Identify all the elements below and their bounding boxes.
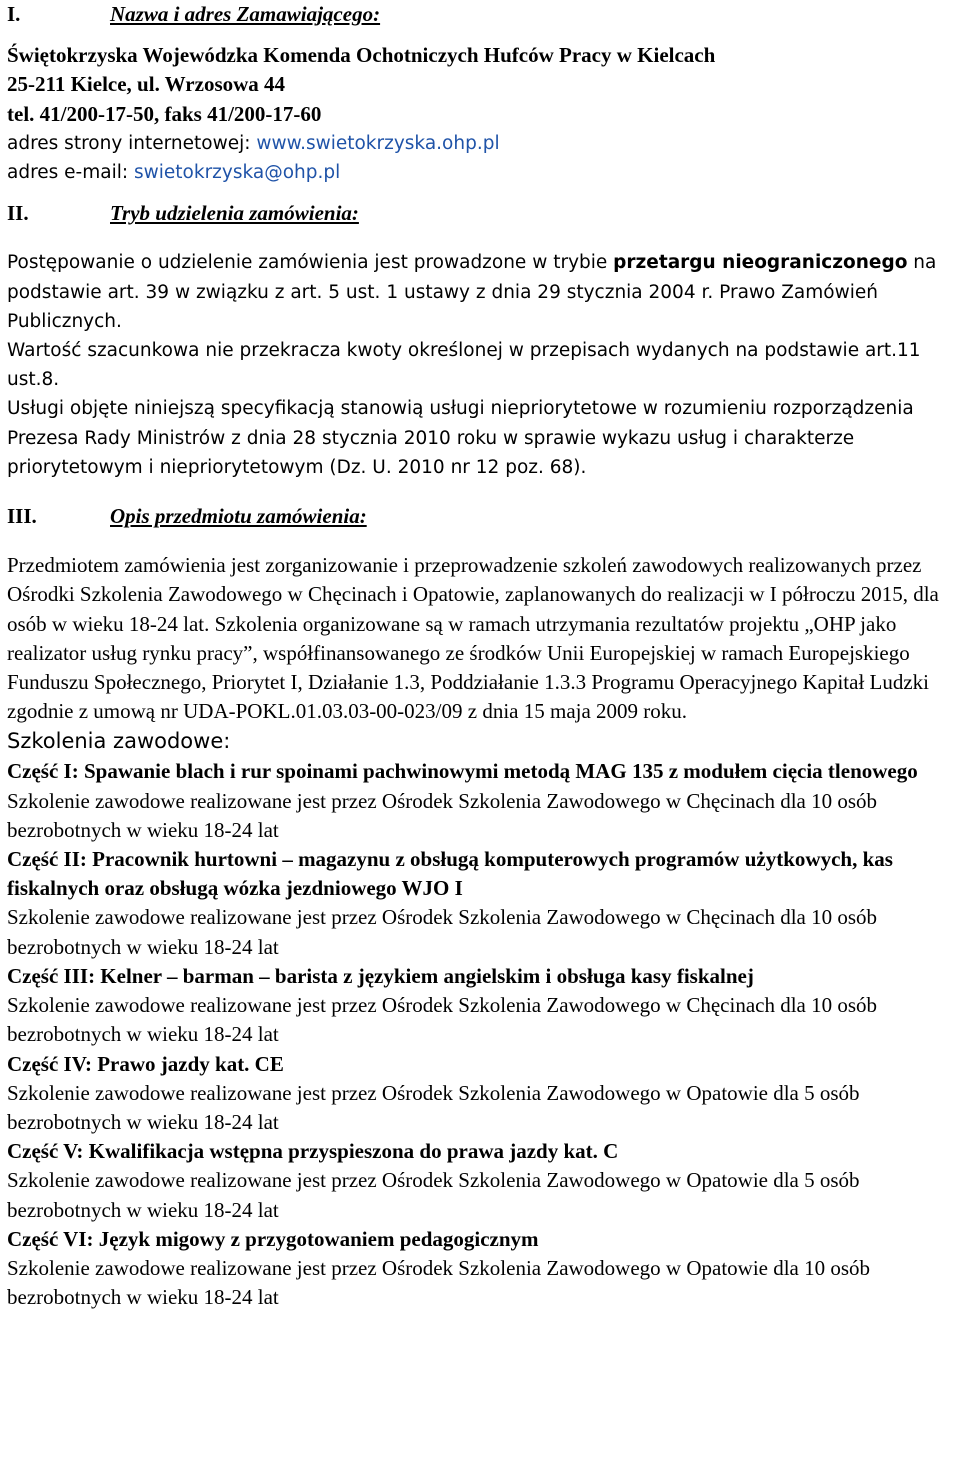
part-description: Szkolenie zawodowe realizowane jest przez Ośrodek Szkolenia Zawodowego w Chęcinach dla 10 osób bezrobotnych w wieku 18-24 lat <box>7 905 878 959</box>
email-line <box>7 158 953 187</box>
value-paragraph: Wartość szacunkowa nie przekracza kwoty określonej w przepisach wydanych na podstawie art.11 ust.8. <box>7 340 921 391</box>
part-description: Szkolenie zawodowe realizowane jest przez Ośrodek Szkolenia Zawodowego w Opatowie dla 5 osób bezrobotnych w wieku 18-24 lat <box>7 1080 860 1134</box>
part-title: Część V: Kwalifikacja wstępna przyspieszona do prawa jazdy kat. C <box>7 1139 619 1164</box>
procedure-text: Postępowanie o udzielenie zamówienia jest prowadzone w trybie <box>7 252 614 274</box>
website-label: adres strony internetowej: <box>7 132 257 154</box>
part-description: Szkolenie zawodowe realizowane jest przez Ośrodek Szkolenia Zawodowego w Opatowie dla 5 osób bezrobotnych w wieku 18-24 lat <box>7 1168 860 1222</box>
part-description: Szkolenie zawodowe realizowane jest przez Ośrodek Szkolenia Zawodowego w Chęcinach dla 10 osób bezrobotnych w wieku 18-24 lat <box>7 993 878 1047</box>
part-description: Szkolenie zawodowe realizowane jest przez Ośrodek Szkolenia Zawodowego w Opatowie dla 10 osób bezrobotnych w wieku 18-24 lat <box>7 1255 871 1310</box>
section-title: Tryb udzielenia zamówienia: <box>110 201 359 226</box>
procedure-paragraph <box>7 248 953 336</box>
part-title: Część III: Kelner – barman – barista z językiem angielskim i obsługa kasy fiskalnej <box>7 963 754 988</box>
part-description: Szkolenie zawodowe realizowane jest przez Ośrodek Szkolenia Zawodowego w Chęcinach dla 10 osób bezrobotnych w wieku 18-24 lat <box>7 788 878 842</box>
procedure-basis: na podstawie art. 39 w związku z art. 5 ust. 1 ustawy z dnia 29 stycznia 2004 r. Prawo Zamówień Publicznych. <box>7 252 937 332</box>
section-title: Opis przedmiotu zamówienia: <box>110 504 367 529</box>
parts-list <box>7 757 953 1312</box>
email-link[interactable]: swietokrzyska@ohp.pl <box>134 162 341 184</box>
services-paragraph: Usługi objęte niniejszą specyfikacją stanowią usługi niepriorytetowe w rozumieniu rozporządzenia Prezesa Rady Ministrów z dnia 28 stycznia 2010 roku w sprawie wykazu usług i charakterze priorytetowym i niepriorytetowym (Dz. U. 2010 nr 12 poz. 68). <box>7 398 914 478</box>
org-address: 25-211 Kielce, ul. Wrzosowa 44 <box>7 72 286 97</box>
website-line <box>7 129 953 158</box>
section-1-heading <box>7 0 953 29</box>
trainings-heading: Szkolenia zawodowe: <box>7 729 231 754</box>
part-title: Część I: Spawanie blach i rur spoinami pachwinowymi metodą MAG 135 z modułem cięcia tlenowego <box>7 759 918 784</box>
section-number: I. <box>7 2 21 26</box>
part-title: Część IV: Prawo jazdy kat. CE <box>7 1051 284 1076</box>
email-label: adres e-mail: <box>7 162 134 184</box>
part-title: Część II: Pracownik hurtowni – magazynu z obsługą komputerowych programów użytkowych, kas fiskalnych oraz obsługą wózka jezdniowego WJO I <box>7 847 893 901</box>
org-phone: tel. 41/200-17-50, faks 41/200-17-60 <box>7 101 322 126</box>
section-number: III. <box>7 504 37 529</box>
section-number: II. <box>7 201 29 226</box>
procedure-mode: przetargu nieograniczonego <box>613 252 908 274</box>
part-title: Część VI: Język migowy z przygotowaniem pedagogicznym <box>7 1226 539 1251</box>
section-3-heading <box>7 502 953 531</box>
section-2-heading <box>7 199 953 228</box>
website-link[interactable]: www.swietokrzyska.ohp.pl <box>256 132 500 154</box>
subject-paragraph: Przedmiotem zamówienia jest zorganizowanie i przeprowadzenie szkoleń zawodowych realizowanych przez Ośrodki Szkolenia Zawodowego w Chęcinach i Opatowie, zaplanowanych do realizacji w I półroczu 2015, dla osób w wieku 18-24 lat. Szkolenia organizowane są w ramach utrzymania rezultatów projektu „OHP jako realizator usług rynku pracy”, współfinansowanego ze środków Unii Europejskiej w ramach Europejskiego Funduszu Społecznego, Priorytet I, Działanie 1.3, Poddziałanie 1.3.3 Programu Operacyjnego Kapitał Ludzki zgodnie z umową nr UDA-POKL.01.03.03-00-023/09 z dnia 15 maja 2009 roku. <box>7 553 939 724</box>
section-title: Nazwa i adres Zamawiającego: <box>110 2 381 26</box>
org-name: Świętokrzyska Wojewódzka Komenda Ochotniczych Hufców Pracy w Kielcach <box>7 43 716 68</box>
